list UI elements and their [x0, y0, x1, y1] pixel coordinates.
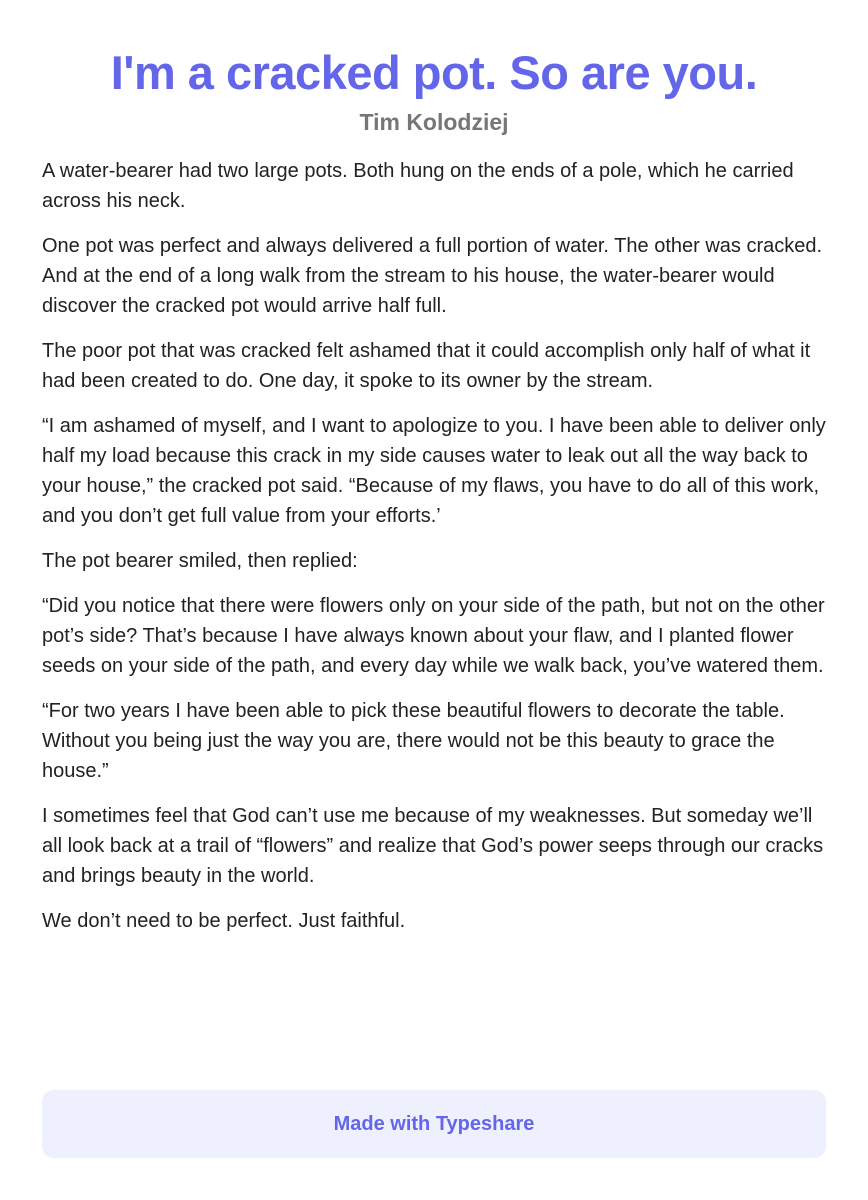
body-paragraph: The pot bearer smiled, then replied:	[42, 550, 358, 572]
body-paragraph: We don’t need to be perfect. Just faithful.	[42, 910, 406, 932]
body-paragraph: A water-bearer had two large pots. Both hung on the ends of a pole, which he carried across his neck.	[42, 160, 794, 212]
author-name: Tim Kolodziej	[359, 109, 509, 135]
body-paragraph: “Did you notice that there were flowers only on your side of the path, but not on the other pot’s side? That’s because I have always known about your flaw, and I planted flower seeds on your side of the path, and every day while we walk back, you’ve watered them.	[42, 595, 825, 677]
body-paragraph: “For two years I have been able to pick these beautiful flowers to decorate the table. Without you being just the way you are, there would not be this beauty to grace the house.”	[42, 700, 785, 782]
post-body	[42, 156, 832, 951]
body-paragraph: “I am ashamed of myself, and I want to apologize to you. I have been able to deliver only half my load because this crack in my side causes water to leak out all the way back to your house,” the cracked pot said. “Because of my flaws, you have to do all of this work, and you don’t get full value from your efforts.’	[42, 415, 826, 527]
made-with-typeshare-button[interactable]	[42, 1090, 826, 1158]
footer-label: Made with Typeshare	[333, 1112, 535, 1135]
body-paragraph: The poor pot that was cracked felt ashamed that it could accomplish only half of what it had been created to do. One day, it spoke to its owner by the stream.	[42, 340, 811, 392]
body-paragraph: One pot was perfect and always delivered a full portion of water. The other was cracked. And at the end of a long walk from the stream to his house, the water-bearer would discover the cracked pot would arrive half full.	[42, 235, 823, 317]
post-title: I'm a cracked pot. So are you.	[110, 46, 758, 99]
body-paragraph: I sometimes feel that God can’t use me because of my weaknesses. But someday we’ll all look back at a trail of “flowers” and realize that God’s power seeps through our cracks and brings beauty in the world.	[42, 805, 824, 887]
